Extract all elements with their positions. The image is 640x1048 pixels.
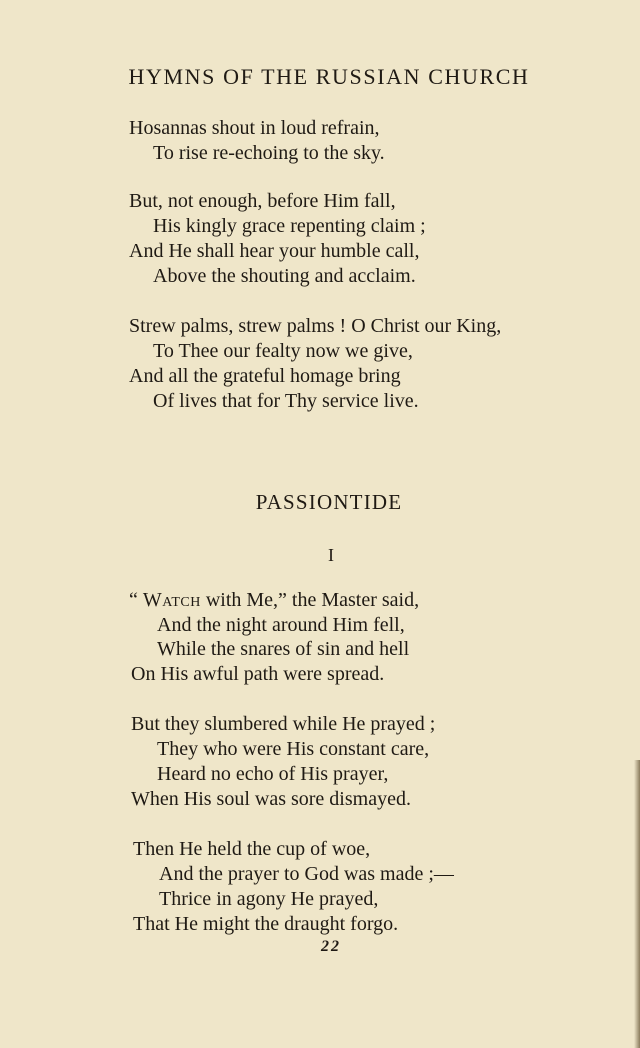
verse-line: That He might the draught forgo.: [133, 913, 399, 935]
verse-line: Of lives that for Thy service live.: [153, 390, 419, 412]
verse-line: Above the shouting and acclaim.: [153, 265, 416, 287]
verse-line: But they slumbered while He prayed ;: [131, 713, 436, 735]
verse-line: And He shall hear your humble call,: [129, 240, 420, 262]
verse-line: And all the grateful homage bring: [129, 365, 401, 387]
verse-line: To Thee our fealty now we give,: [153, 340, 413, 362]
opening-rest: with Me,” the Master said,: [200, 589, 420, 611]
verse-line: Hosannas shout in loud refrain,: [129, 117, 380, 139]
page-number: 22: [321, 938, 341, 955]
hymn-number: I: [328, 545, 334, 565]
opening-small-caps: Watch: [142, 589, 201, 611]
verse-line: On His awful path were spread.: [131, 663, 385, 685]
verse-line: Then He held the cup of woe,: [133, 838, 371, 860]
verse-line: And the prayer to God was made ;—: [159, 863, 454, 885]
verse-line: And the night around Him fell,: [157, 614, 405, 636]
verse-line-opening: [129, 588, 419, 612]
running-head: HYMNS OF THE RUSSIAN CHURCH: [128, 64, 530, 89]
verse-line: His kingly grace repenting claim ;: [153, 215, 426, 237]
verse-line: But, not enough, before Him fall,: [129, 190, 396, 212]
verse-line: When His soul was sore dismayed.: [131, 788, 411, 810]
page-edge-shadow: [634, 760, 640, 1048]
verse-line: Strew palms, strew palms ! O Christ our King,: [129, 315, 502, 337]
verse-line: To rise re-echoing to the sky.: [153, 142, 385, 164]
opening-quote: “: [129, 589, 143, 611]
verse-line: Heard no echo of His prayer,: [157, 763, 389, 785]
verse-line: They who were His constant care,: [157, 738, 430, 760]
section-title: PASSIONTIDE: [255, 490, 403, 514]
verse-line: Thrice in agony He prayed,: [159, 888, 379, 910]
verse-line: While the snares of sin and hell: [157, 638, 410, 660]
